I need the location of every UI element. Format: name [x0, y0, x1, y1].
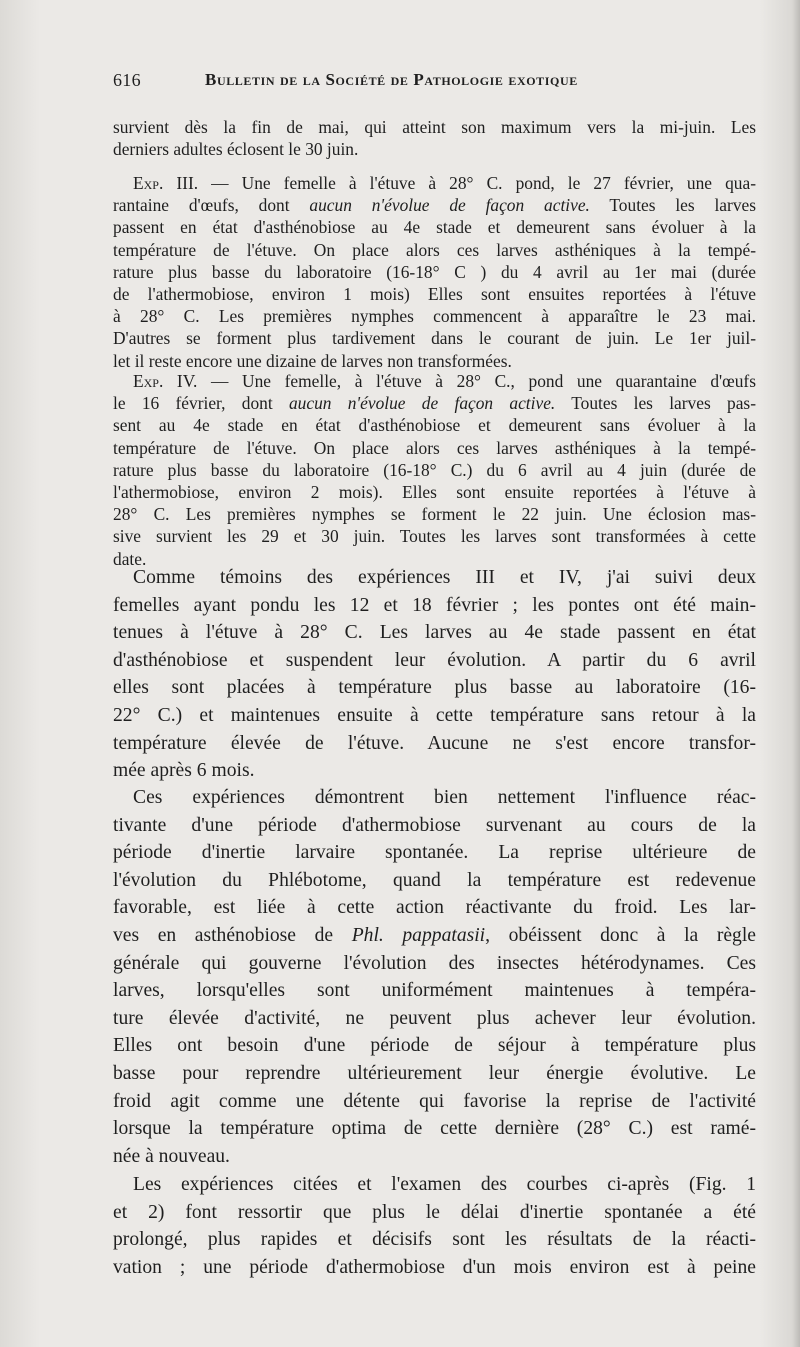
text-line: tivante d'une période d'athermobiose survenant au cours de la [113, 814, 756, 836]
text-line: période d'inertie larvaire spontanée. La reprise ultérieure de [113, 842, 756, 864]
text-line: Exp. IV. — Une femelle, à l'étuve à 28° C., pond une quarantaine d'œufs [133, 371, 756, 391]
text-line: rantaine d'œufs, dont aucun n'évolue de façon active. Toutes les larves [113, 195, 757, 216]
page-number: 616 [113, 70, 141, 90]
text-line: née à nouveau. [113, 1145, 230, 1167]
text-line: favorable, est liée à cette action réactivante du froid. Les lar- [113, 897, 756, 919]
text-line: tenues à l'étuve à 28° C. Les larves au 4e stade passent en état [113, 622, 756, 644]
text-line: 22° C.) et maintenues ensuite à cette température sans retour à la [113, 704, 756, 726]
text-line: température de l'étuve. On place alors ces larves asthéniques à la tempé- [113, 239, 756, 260]
text-line: prolongé, plus rapides et décisifs sont les résultats de la réacti- [113, 1229, 756, 1251]
text-line: température élevée de l'étuve. Aucune ne s'est encore transfor- [113, 732, 756, 754]
text-line: température de l'étuve. On place alors ces larves asthéniques à la tempé- [113, 437, 756, 458]
text-line: D'autres se forment plus tardivement dans le courant de juin. Le 1er juil- [113, 328, 756, 349]
text-line: larves, lorsqu'elles sont uniformément maintenues à tempéra- [113, 980, 756, 1002]
experiment-4-paragraph [113, 370, 756, 570]
text-line: Comme témoins des expériences III et IV, j'ai suivi deux [133, 567, 756, 588]
text-line: sent au 4e stade en état d'asthénobiose et demeurent sans évoluer à la [113, 415, 756, 436]
text-line: Elles ont besoin d'une période de séjour à température plus [113, 1035, 756, 1057]
conclusion-paragraph [113, 784, 756, 1170]
experiment-label: Exp. IV. [133, 371, 198, 391]
text-line: l'athermobiose, environ 2 mois). Elles sont ensuite reportées à l'étuve à [113, 482, 756, 503]
text-line: Ces expériences démontrent bien nettement l'influence réac- [133, 787, 756, 808]
text-line: froid agit comme une détente qui favorise la reprise de l'activité [113, 1090, 756, 1112]
text-line: let il reste encore une dizaine de larves non transformées. [113, 350, 512, 371]
text-line: rature plus basse du laboratoire (16-18° C.) du 6 avril au 4 juin (durée de [113, 459, 756, 480]
text-line: femelles ayant pondu les 12 et 18 février ; les pontes ont été main- [113, 594, 756, 616]
text-line: le 16 février, dont aucun n'évolue de façon active. Toutes les larves pas- [113, 393, 756, 414]
experiment-label: Exp. III. [133, 173, 199, 193]
text-line: ture élevée d'activité, ne peuvent plus achever leur évolution. [113, 1007, 756, 1029]
experiment-3-paragraph [113, 172, 756, 372]
italic-emphasis: aucun n'évolue de façon active. [288, 393, 556, 414]
text-line: mée après 6 mois. [113, 760, 255, 782]
text-line: rature plus basse du laboratoire (16-18° C ) du 4 avril au 1er mai (durée [113, 261, 756, 282]
text-line: Exp. III. — Une femelle à l'étuve à 28° C. pond, le 27 février, une qua- [133, 173, 756, 193]
text-line: Les expériences citées et l'examen des courbes ci-après (Fig. 1 [133, 1174, 756, 1195]
text-line: à 28° C. Les premières nymphes commencent à apparaître le 23 mai. [113, 306, 756, 327]
text-line: derniers adultes éclosent le 30 juin. [113, 139, 359, 160]
text-line: elles sont placées à température plus basse au laboratoire (16- [113, 677, 756, 699]
text-line: d'asthénobiose et suspendent leur évolution. A partir du 6 avril [113, 649, 756, 671]
text-line: survient dès la fin de mai, qui atteint son maximum vers la mi-juin. Les [113, 117, 756, 137]
running-title: Bulletin de la Société de Pathologie exotique [205, 70, 578, 89]
text-line: et 2) font ressortir que plus le délai d'inertie spontanée a été [113, 1201, 756, 1223]
text-line: passent en état d'asthénobiose au 4e stade et demeurent sans évoluer à la [113, 217, 756, 238]
page-edge-shadow [792, 0, 800, 1347]
text-line: l'évolution du Phlébotome, quand la température est redevenue [113, 869, 756, 891]
text-line: date. [113, 548, 147, 569]
page-header [113, 70, 763, 96]
italic-emphasis: aucun n'évolue de façon active. [309, 195, 590, 216]
intro-paragraph [113, 116, 756, 160]
text-line: générale qui gouverne l'évolution des insectes hétérodynames. Ces [113, 952, 756, 974]
figure-reference-paragraph [113, 1171, 756, 1281]
species-name: Phl. pappatasii [351, 924, 486, 946]
text-line: 28° C. Les premières nymphes se forment le 22 juin. Une éclosion mas- [113, 504, 756, 525]
text-line: vation ; une période d'athermobiose d'un mois environ est à peine [113, 1256, 756, 1278]
text-line: sive survient les 29 et 30 juin. Toutes les larves sont transformées à cette [113, 526, 756, 547]
text-line: ves en asthénobiose de Phl. pappatasii, obéissent donc à la règle [113, 924, 756, 946]
control-paragraph [113, 564, 756, 785]
text-line: de l'athermobiose, environ 1 mois) Elles sont ensuites reportées à l'étuve [113, 284, 756, 305]
text-line: lorsque la température optima de cette dernière (28° C.) est ramé- [113, 1118, 756, 1140]
text-line: basse pour reprendre ultérieurement leur énergie évolutive. Le [113, 1062, 756, 1084]
